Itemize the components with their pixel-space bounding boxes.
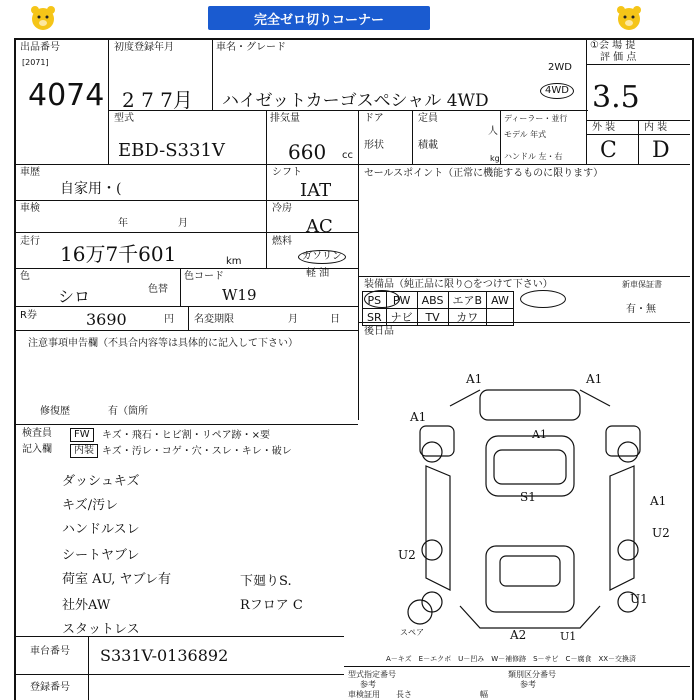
name-grade-label: 車名・グレード	[216, 42, 286, 53]
shift-label: シフト	[272, 167, 302, 178]
inspector-line: ダッシュキズ	[62, 474, 140, 489]
name-change-month: 月	[288, 314, 298, 325]
rule	[88, 636, 89, 700]
registration-label: 登録番号	[30, 682, 70, 693]
lot-sub: [2071]	[22, 58, 49, 67]
color-code-value: W19	[222, 286, 257, 304]
equip-ps: PS	[363, 292, 387, 309]
recycle-label: R券	[20, 310, 37, 321]
damage-mark: U1	[630, 592, 648, 606]
capacity-label: 定員	[418, 113, 438, 124]
equip-abs: ABS	[417, 292, 448, 309]
rule	[344, 666, 690, 667]
fw-label: FW	[70, 428, 94, 442]
name-change-day: 日	[330, 314, 340, 325]
damage-legend: A－キズ E－エクボ U－凹み W－補修跡 S－サビ C－腐食 XX－交換済	[386, 655, 637, 663]
damage-mark: A1	[410, 410, 427, 424]
exterior-label: 外 装	[592, 122, 616, 133]
capacity-unit: 人	[488, 126, 498, 137]
color-code-label: 色コード	[184, 271, 224, 282]
equip-sr: SR	[363, 309, 387, 326]
model-year-label: モデル 年式	[504, 130, 547, 139]
interior-label: 内 装	[644, 122, 668, 133]
circle-mark	[364, 290, 400, 308]
damage-mark: S1	[520, 490, 536, 504]
load-unit: kg	[490, 154, 500, 163]
mileage-unit: km	[226, 256, 242, 267]
name-grade-value: ハイゼットカーゴスペシャル 4WD	[222, 91, 489, 111]
damage-mark: U2	[398, 548, 416, 562]
color-value: シロ	[58, 287, 91, 306]
sales-point-label: セールスポイント（正常に機能するものに限ります）	[364, 168, 604, 179]
rule	[358, 110, 359, 420]
warranty-value: 有・無	[626, 304, 656, 315]
inspector-title-2: 記入欄	[22, 444, 52, 455]
color-change-label: 色替	[148, 284, 168, 295]
circle-mark	[520, 290, 566, 308]
cert-label: 車検証用	[348, 690, 380, 699]
score-value: 3.5	[592, 80, 640, 115]
inspector-line: キズ/汚レ	[62, 498, 119, 513]
rule	[266, 110, 267, 164]
drive-4wd: 4WD	[540, 83, 574, 99]
inspector-line: シートヤブレ	[62, 548, 140, 563]
inspector-line: 社外AW	[62, 598, 111, 613]
rule	[266, 164, 267, 268]
equip-empty	[487, 309, 514, 326]
ac-value: AC	[306, 216, 333, 237]
banner-title: 完全ゼロ切りコーナー	[208, 6, 430, 30]
fw-items: キズ・飛石・ヒビ割・リペア跡・×要	[102, 430, 270, 441]
use-label: 車歴	[20, 167, 40, 178]
interior-items: キズ・汚レ・コゲ・穴・スレ・キレ・破レ	[102, 446, 292, 457]
mileage-value: 16万7千601	[60, 242, 177, 266]
equip-pw: PW	[386, 292, 417, 309]
model-value: EBD-S331V	[118, 140, 225, 161]
inspection-year: 年	[118, 218, 128, 229]
interior-value: D	[652, 138, 670, 163]
rule	[586, 64, 690, 65]
type-cert-label: 型式指定番号	[348, 670, 396, 679]
car-damage-diagram	[390, 366, 690, 652]
interior-check-label: 内装	[70, 444, 98, 458]
equip-aw: AW	[487, 292, 514, 309]
fuel-light: 軽 油	[306, 268, 330, 279]
damage-mark: U2	[652, 526, 670, 540]
damage-mark: A1	[466, 372, 483, 386]
inspector-line: 荷室 AU, ヤブレ有	[62, 572, 172, 587]
chassis-value: S331V-0136892	[100, 646, 229, 665]
inspector-right-line: 下廻りS.	[240, 574, 292, 589]
rule	[188, 306, 189, 330]
equip-navi: ナビ	[386, 309, 417, 326]
rule	[14, 424, 358, 425]
inspector-line: ハンドルスレ	[62, 522, 140, 537]
inspector-title-1: 検査員	[22, 428, 52, 439]
rule	[14, 164, 690, 165]
handle-label: ハンドル 左・右	[504, 152, 563, 161]
class-label: 類別区分番号	[508, 670, 556, 679]
damage-mark: A1	[586, 372, 603, 386]
repair-value: 有（箇所	[108, 406, 148, 417]
displacement-unit: cc	[342, 150, 353, 161]
rule	[108, 38, 109, 164]
back-seat-label: 後日品	[364, 326, 394, 337]
inspector-right-line: Rフロア C	[240, 598, 303, 613]
damage-mark: U1	[560, 630, 577, 643]
model-label: 型式	[114, 113, 134, 124]
equip-tv: TV	[417, 309, 448, 326]
equip-airbag: エアB	[448, 292, 487, 309]
first-reg-label: 初度登録年月	[114, 42, 174, 53]
ac-label: 冷房	[272, 203, 292, 214]
rule	[638, 120, 639, 164]
displacement-label: 排気量	[270, 113, 300, 124]
rule	[180, 268, 181, 306]
shift-value: IAT	[300, 180, 332, 201]
bear-mascot-icon	[28, 3, 58, 33]
rule	[358, 276, 690, 277]
shape-label: 形状	[364, 140, 384, 151]
inspection-month: 月	[178, 218, 188, 229]
exterior-value: C	[600, 138, 617, 163]
rule	[500, 110, 501, 164]
displacement-value: 660	[288, 140, 327, 164]
door-label: ドア	[364, 113, 384, 124]
score-label: 評 価 点	[600, 52, 637, 63]
recycle-unit: 円	[164, 314, 174, 325]
bear-mascot-icon	[614, 3, 644, 33]
equip-leather: カワ	[448, 309, 487, 326]
fuel-gas: ガソリン	[298, 250, 346, 264]
lot-number: 4074	[28, 78, 105, 113]
damage-mark: A2	[510, 628, 527, 642]
inspector-line: スタットレス	[62, 622, 140, 637]
chassis-label: 車台番号	[30, 646, 70, 657]
rule	[412, 110, 413, 164]
repair-label: 修復歴	[40, 406, 70, 417]
venue-label: ①会 場 提	[590, 40, 636, 51]
rule	[14, 330, 358, 331]
class-sub: 参考	[520, 680, 536, 689]
name-change-label: 名変期限	[194, 314, 234, 325]
type-cert-sub: 参考	[360, 680, 376, 689]
damage-mark: A1	[650, 494, 667, 508]
length-label: 長さ	[396, 690, 412, 699]
recycle-value: 3690	[86, 310, 127, 329]
fuel-label: 燃料	[272, 236, 292, 247]
use-value: 自家用・(	[60, 181, 122, 197]
mileage-label: 走行	[20, 236, 40, 247]
load-label: 積載	[418, 140, 438, 151]
spare-label: スペア	[400, 628, 424, 637]
rule	[212, 38, 213, 110]
color-label: 色	[20, 271, 30, 282]
inspection-label: 車検	[20, 203, 40, 214]
rule	[586, 38, 587, 164]
width-label: 幅	[480, 690, 488, 699]
lot-label: 出品番号	[20, 42, 60, 53]
warranty-label: 新車保証書	[622, 280, 662, 289]
drive-2wd: 2WD	[548, 62, 572, 73]
equipment-label: 装備品（純正品に限り○をつけて下さい）	[364, 279, 553, 290]
dealer-label: ディーラー・並行	[504, 114, 568, 123]
damage-mark: A1	[532, 428, 547, 441]
notes-label: 注意事項申告欄（不具合内容等は具体的に記入して下さい）	[28, 338, 298, 349]
rule	[14, 674, 344, 675]
first-reg-value: 2 7 7月	[122, 88, 193, 112]
